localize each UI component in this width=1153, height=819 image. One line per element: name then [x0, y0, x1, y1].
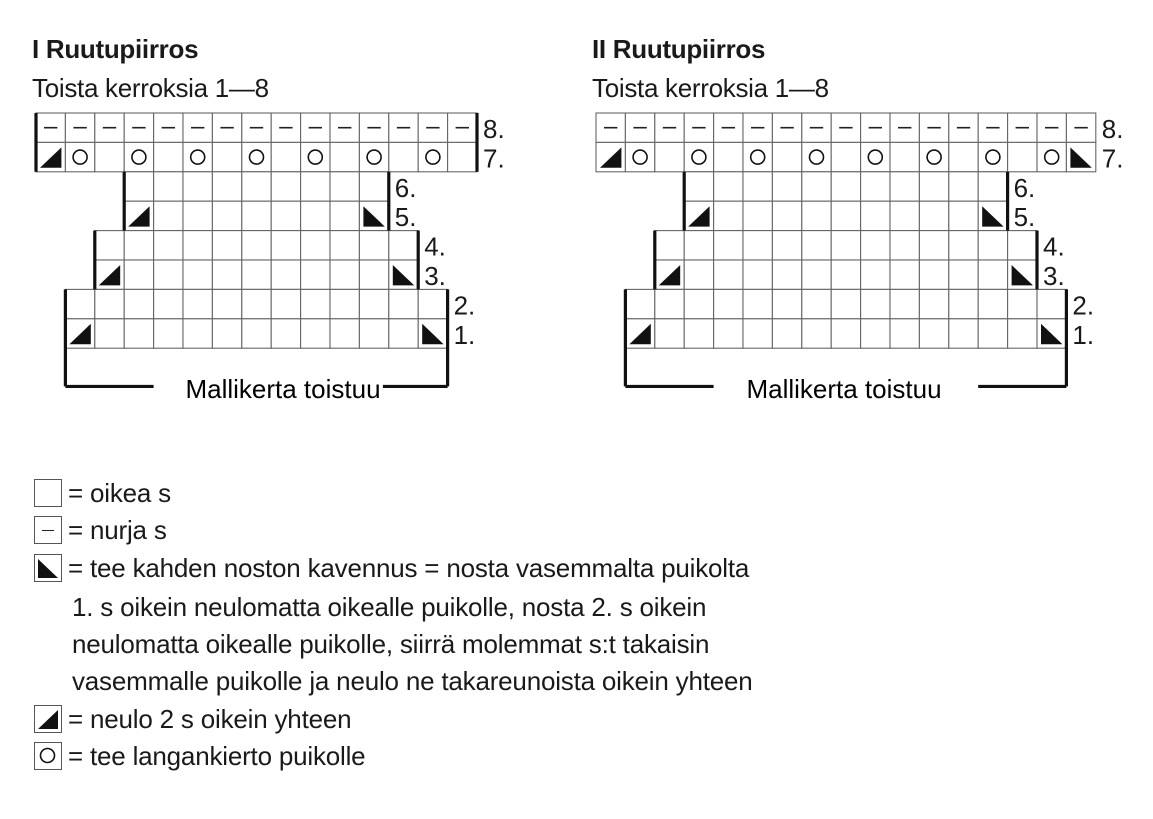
chart-cell: [242, 142, 271, 171]
chart-cell: [359, 319, 388, 348]
chart-cell: [183, 201, 212, 230]
chart-cell: [301, 260, 330, 289]
chart-cell: [684, 319, 713, 348]
chart-cell: [154, 142, 183, 171]
chart-cell: [890, 172, 919, 201]
chart1-title: I Ruutupiirros: [32, 34, 199, 64]
chart-cell: [714, 289, 743, 318]
chart-cell: [271, 201, 300, 230]
chart-cell: [919, 201, 948, 230]
legend-purl: [34, 514, 167, 546]
chart-cell: [684, 260, 713, 289]
chart-cell: [212, 142, 241, 171]
chart-cell: [714, 319, 743, 348]
chart-cell: [359, 142, 388, 171]
chart-cell: [743, 319, 772, 348]
chart-cell: [124, 231, 153, 260]
chart-cell: [919, 172, 948, 201]
chart-cell: [831, 142, 860, 171]
chart-cell: [919, 260, 948, 289]
chart-cell: [65, 142, 94, 171]
chart-cell: [154, 201, 183, 230]
chart-cell: [330, 201, 359, 230]
chart-cell: [949, 201, 978, 230]
chart-cell: [949, 231, 978, 260]
chart-cell: [714, 142, 743, 171]
chart-cell: [1008, 319, 1037, 348]
chart-cell: [389, 319, 418, 348]
chart-cell: [242, 319, 271, 348]
chart-cell: [655, 142, 684, 171]
chart-cell: [183, 289, 212, 318]
chart-cell: [978, 260, 1007, 289]
chart2-subtitle: Toista kerroksia 1—8: [592, 73, 829, 103]
chart-cell: [802, 172, 831, 201]
chart-cell: [890, 231, 919, 260]
chart-cell: [714, 172, 743, 201]
chart-cell: [301, 142, 330, 171]
chart-cell: [743, 172, 772, 201]
chart-cell: [861, 319, 890, 348]
chart-cell: [831, 260, 860, 289]
chart-cell: [242, 231, 271, 260]
chart-cell: [802, 260, 831, 289]
yo-symbol: [34, 742, 62, 770]
row-label: 4.: [1043, 231, 1065, 262]
chart-cell: [330, 231, 359, 260]
legend-ssk: [34, 552, 749, 584]
chart-cell: [772, 319, 801, 348]
chart-cell: [949, 289, 978, 318]
chart-cell: [714, 201, 743, 230]
chart-cell: [772, 201, 801, 230]
chart-cell: [301, 231, 330, 260]
chart-cell: [124, 289, 153, 318]
chart-cell: [183, 142, 212, 171]
chart-cell: [242, 260, 271, 289]
chart-cell: [359, 260, 388, 289]
row-label: 1.: [453, 319, 476, 350]
chart-cell: [831, 231, 860, 260]
legend-ssk-line4: vasemmalle puikolle ja neulo ne takareunoista oikein yhteen: [72, 666, 753, 696]
ssk-symbol: [34, 554, 62, 582]
row-label: 1.: [1072, 319, 1095, 350]
chart1-subtitle: Toista kerroksia 1—8: [32, 73, 269, 103]
chart-cell: [772, 260, 801, 289]
chart-cell: [802, 142, 831, 171]
legend-k2tog: [34, 703, 351, 735]
row-label: 5.: [394, 202, 417, 233]
chart-cell: [978, 289, 1007, 318]
chart-cell: [154, 289, 183, 318]
chart-cell: [861, 201, 890, 230]
chart-cell: [95, 231, 124, 260]
chart-cell: [978, 172, 1007, 201]
chart-cell: [1008, 231, 1037, 260]
chart-cell: [183, 231, 212, 260]
chart-cell: [890, 260, 919, 289]
chart-cell: [418, 142, 447, 171]
row-label: 6.: [394, 172, 417, 203]
legend-ssk-text: = tee kahden noston kavennus = nosta vasemmalta puikolta: [68, 552, 750, 583]
chart-cell: [861, 172, 890, 201]
chart-cell: [183, 260, 212, 289]
chart2-footer: Mallikerta toistuu: [746, 374, 942, 404]
chart-cell: [831, 319, 860, 348]
chart-cell: [949, 260, 978, 289]
row-label: 7.: [1101, 143, 1124, 174]
chart-cell: [1037, 142, 1066, 171]
chart-cell: [359, 172, 388, 201]
chart-cell: [271, 172, 300, 201]
chart-cell: [212, 231, 241, 260]
chart-cell: [625, 142, 654, 171]
chart-cell: [743, 142, 772, 171]
chart-cell: [330, 260, 359, 289]
chart-cell: [978, 142, 1007, 171]
chart-cell: [625, 289, 654, 318]
chart-cell: [802, 201, 831, 230]
chart-cell: [95, 142, 124, 171]
chart-cell: [655, 289, 684, 318]
chart-cell: [743, 289, 772, 318]
chart-cell: [831, 201, 860, 230]
legend-ssk-line3: neulomatta oikealle puikolle, siirrä molemmat s:t takaisin: [72, 629, 710, 659]
row-label: 2.: [1072, 290, 1095, 321]
chart-cell: [271, 319, 300, 348]
chart-cell: [919, 319, 948, 348]
chart-cell: [359, 289, 388, 318]
chart-cell: [330, 289, 359, 318]
legend-knit: [34, 477, 171, 509]
purl-symbol: [34, 516, 62, 544]
chart-cell: [890, 319, 919, 348]
row-label: 5.: [1013, 202, 1036, 233]
chart-cell: [831, 289, 860, 318]
chart-cell: [242, 172, 271, 201]
chart-cell: [183, 172, 212, 201]
row-label: 3.: [424, 261, 446, 291]
chart-cell: [949, 142, 978, 171]
legend-yo: [34, 740, 365, 772]
chart-cell: [389, 289, 418, 318]
chart-cell: [95, 289, 124, 318]
chart-cell: [714, 231, 743, 260]
chart-cell: [684, 172, 713, 201]
chart-cell: [242, 289, 271, 318]
chart-cell: [655, 319, 684, 348]
chart-cell: [743, 201, 772, 230]
chart-cell: [301, 172, 330, 201]
chart-cell: [949, 319, 978, 348]
chart-cell: [684, 231, 713, 260]
chart-cell: [212, 172, 241, 201]
chart-cell: [271, 142, 300, 171]
chart-cell: [861, 231, 890, 260]
row-label: 6.: [1013, 172, 1036, 203]
chart-cell: [978, 319, 1007, 348]
chart-cell: [802, 231, 831, 260]
chart-cell: [330, 142, 359, 171]
chart-cell: [124, 172, 153, 201]
chart-cell: [802, 319, 831, 348]
legend-knit-text: = oikea s: [68, 477, 171, 508]
chart-cell: [714, 260, 743, 289]
chart-cell: [301, 319, 330, 348]
chart-cell: [448, 142, 477, 171]
chart1-footer: Mallikerta toistuu: [185, 374, 381, 404]
chart-cell: [772, 289, 801, 318]
chart-cell: [1008, 142, 1037, 171]
chart2-title: II Ruutupiirros: [592, 34, 766, 64]
chart-cell: [271, 260, 300, 289]
chart-cell: [655, 231, 684, 260]
chart-cell: [330, 172, 359, 201]
chart2-grid: [596, 113, 1096, 386]
chart-cell: [949, 172, 978, 201]
row-label: 3.: [1043, 261, 1065, 291]
legend-purl-text: = nurja s: [68, 514, 167, 545]
knit-symbol: [34, 479, 62, 507]
chart-cell: [861, 260, 890, 289]
chart-cell: [861, 289, 890, 318]
chart1-grid: [36, 113, 477, 386]
chart-cell: [124, 142, 153, 171]
chart-cell: [95, 319, 124, 348]
chart-cell: [743, 260, 772, 289]
chart-cell: [890, 142, 919, 171]
chart-cell: [301, 289, 330, 318]
chart-cell: [359, 231, 388, 260]
chart-cell: [418, 289, 447, 318]
chart-cell: [65, 289, 94, 318]
k2tog-symbol: [34, 705, 62, 733]
chart-cell: [212, 260, 241, 289]
chart-cell: [330, 319, 359, 348]
chart-cell: [154, 260, 183, 289]
chart-cell: [861, 142, 890, 171]
chart-cell: [1008, 289, 1037, 318]
chart-cell: [772, 142, 801, 171]
chart-cell: [389, 231, 418, 260]
chart-cell: [242, 201, 271, 230]
chart-cell: [183, 319, 212, 348]
chart-cell: [919, 231, 948, 260]
chart-cell: [684, 142, 713, 171]
row-label: 8.: [1101, 114, 1124, 144]
chart-cell: [124, 319, 153, 348]
legend-yo-text: = tee langankierto puikolle: [68, 740, 366, 771]
chart-cell: [271, 231, 300, 260]
chart-cell: [743, 231, 772, 260]
legend-ssk-line2: 1. s oikein neulomatta oikealle puikolle, nosta 2. s oikein: [72, 592, 707, 622]
chart-cell: [772, 231, 801, 260]
chart-cell: [212, 319, 241, 348]
chart-cell: [919, 289, 948, 318]
chart-cell: [890, 201, 919, 230]
row-label: 2.: [453, 290, 476, 321]
chart-cell: [154, 319, 183, 348]
chart-cell: [212, 201, 241, 230]
chart-cell: [301, 201, 330, 230]
row-label: 8.: [483, 114, 505, 144]
chart-cell: [919, 142, 948, 171]
chart-cell: [802, 289, 831, 318]
chart-cell: [1037, 289, 1066, 318]
chart-cell: [978, 231, 1007, 260]
chart-cell: [212, 289, 241, 318]
chart-cell: [389, 142, 418, 171]
chart-cell: [890, 289, 919, 318]
chart-cell: [684, 289, 713, 318]
chart-cell: [124, 260, 153, 289]
chart-cell: [154, 231, 183, 260]
chart-cell: [831, 172, 860, 201]
row-label: 7.: [483, 143, 505, 174]
chart-cell: [154, 172, 183, 201]
chart-cell: [271, 289, 300, 318]
legend-k2tog-text: = neulo 2 s oikein yhteen: [68, 703, 352, 734]
chart-cell: [772, 172, 801, 201]
row-label: 4.: [424, 231, 446, 262]
